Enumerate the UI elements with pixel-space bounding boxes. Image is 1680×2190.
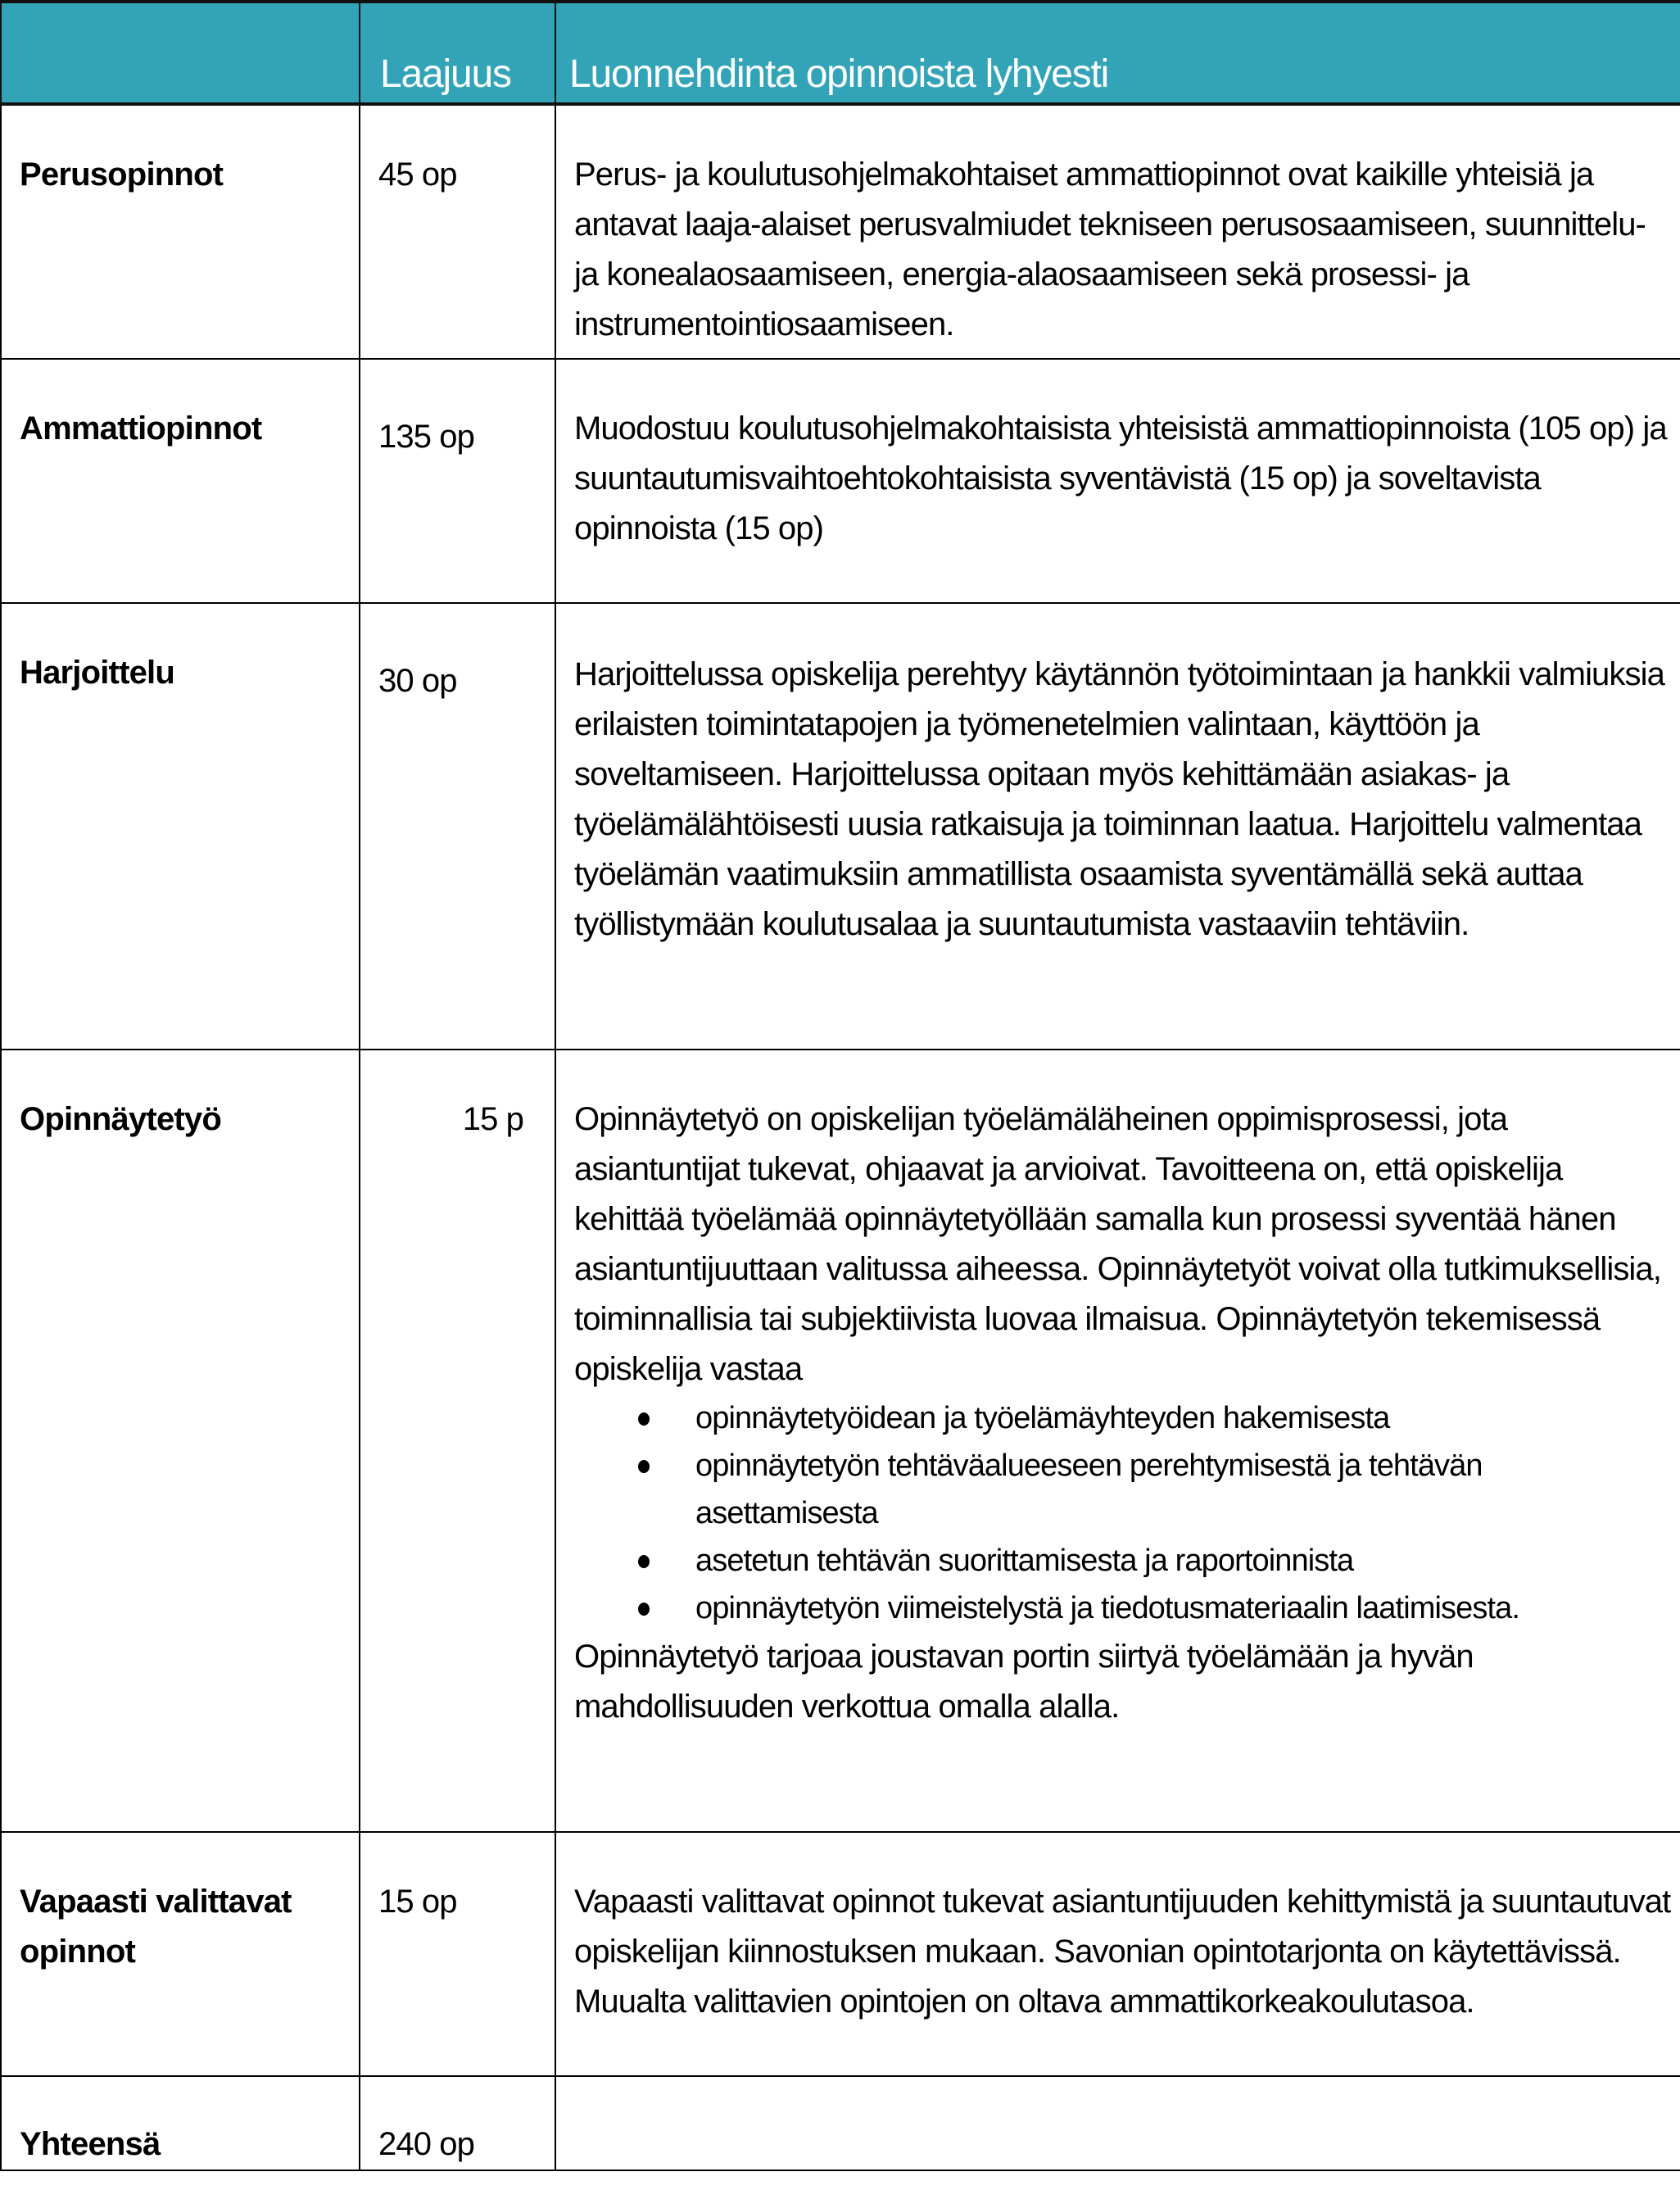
header-cell-scope (360, 2, 555, 104)
row-name-cell (1, 603, 360, 1050)
row-description (556, 1050, 1680, 1740)
bullet-icon (638, 1603, 650, 1616)
row-amount: 45 op (378, 156, 457, 193)
row-name: Ammattiopinnot (20, 410, 262, 447)
row-name: Harjoittelu (20, 655, 174, 691)
row-name: Vapaasti valittavat opinnot (20, 1884, 292, 1970)
row-amount: 15 op (378, 1884, 457, 1920)
description-outro: Opinnäytetyö tarjoaa joustavan portin siirtyä työelämään ja hyvän mahdollisuuden verkottua omalla alalla. (574, 1639, 1474, 1725)
row-amount: 30 op (378, 663, 457, 699)
responsibility-list (574, 1394, 1672, 1632)
row-amount-cell (360, 359, 555, 603)
header-cell-description (555, 2, 1680, 104)
table-row (1, 359, 1680, 603)
row-description-cell (555, 1832, 1680, 2076)
header-description-label: Luonnehdinta opinnoista lyhyesti (569, 52, 1109, 96)
row-description: Perus- ja koulutusohjelmakohtaiset ammattiopinnot ovat kaikille yhteisiä ja antavat laaja-alaiset perusvalmiudet tekniseen perusosaamiseen, suunnittelu- ja konealaosaamiseen, energia-alaosaamiseen sekä prosessi- ja instrumentointiosaamiseen. (574, 156, 1646, 342)
header-row (1, 2, 1680, 104)
row-description-cell (555, 359, 1680, 603)
row-name: Perusopinnot (20, 156, 224, 193)
header-cell-name (1, 2, 360, 104)
row-description-cell (555, 603, 1680, 1050)
table-row (1, 603, 1680, 1050)
row-name-cell (1, 1832, 360, 2076)
table-row (1, 1050, 1680, 1832)
row-amount-cell (360, 603, 555, 1050)
list-item: opinnäytetyön tehtäväalueeseen perehtymisestä ja tehtävän asettamisesta (574, 1442, 1672, 1537)
row-amount-cell (360, 2076, 555, 2170)
row-amount-cell (360, 104, 555, 359)
row-name-cell (1, 104, 360, 359)
row-description-cell (555, 1050, 1680, 1832)
total-row (1, 2076, 1680, 2170)
table-row (1, 104, 1680, 359)
header-scope-label: Laajuus (380, 52, 511, 96)
row-name: Opinnäytetyö (20, 1101, 221, 1137)
row-amount: 135 op (378, 419, 474, 455)
list-item: asetetun tehtävän suorittamisesta ja raportoinnista (574, 1537, 1672, 1585)
row-description: Harjoittelussa opiskelija perehtyy käytännön työtoimintaan ja hankkii valmiuksia erilaisten toimintatapojen ja työmenetelmien valintaan, käyttöön ja soveltamiseen. Harjoittelussa opitaan myös kehittämään asiakas- ja työelämälähtöisesti uusia ratkaisuja ja toiminnan laatua. Harjoittelu valmentaa työelämän vaatimuksiin ammatillista osaamista syventämällä sekä auttaa työllistymään koulutusalaa ja suuntautumista vastaaviin tehtäviin. (574, 656, 1664, 942)
list-item: opinnäytetyön viimeistelystä ja tiedotusmateriaalin laatimisesta. (574, 1585, 1672, 1632)
row-amount-cell (360, 1050, 555, 1832)
row-amount-cell (360, 1832, 555, 2076)
row-amount: 15 p (462, 1101, 523, 1137)
list-item: opinnäytetyöidean ja työelämäyhteyden hakemisesta (574, 1394, 1672, 1442)
table-row (1, 1832, 1680, 2076)
total-amount: 240 op (378, 2126, 474, 2162)
bullet-icon (638, 1460, 650, 1473)
row-description (556, 2077, 1680, 2129)
row-description-cell (555, 2076, 1680, 2170)
row-description: Vapaasti valittavat opinnot tukevat asiantuntijuuden kehittymistä ja suuntautuvat opiskelijan kiinnostuksen mukaan. Savonian opintotarjonta on käytettävissä. Muualta valittavien opintojen on oltava ammattikorkeakoulutasoa. (574, 1884, 1671, 2020)
row-description: Muodostuu koulutusohjelmakohtaisista yhteisistä ammattiopinnoista (105 op) ja suuntautumisvaihtoehtokohtaisista syventävistä (15 op) ja soveltavista opinnoista (15 op) (574, 410, 1667, 546)
bullet-icon (638, 1412, 650, 1426)
total-label: Yhteensä (20, 2126, 161, 2162)
row-description-cell (555, 104, 1680, 359)
description-intro: Opinnäytetyö on opiskelijan työelämäläheinen oppimisprosessi, jota asiantuntijat tukevat, ohjaavat ja arvioivat. Tavoitteena on, että opiskelija kehittää työelämää opinnäytetyöllään samalla kun prosessi syventää hänen asiantuntijuuttaan valitussa aiheessa. Opinnäytetyöt voivat olla tutkimuksellisia, toiminnallisia tai subjektiivista luovaa ilmaisua. Opinnäytetyön tekemisessä opiskelija vastaa (574, 1101, 1661, 1387)
bullet-icon (638, 1555, 650, 1568)
row-name-cell (1, 2076, 360, 2170)
row-name-cell (1, 359, 360, 603)
row-name-cell (1, 1050, 360, 1832)
